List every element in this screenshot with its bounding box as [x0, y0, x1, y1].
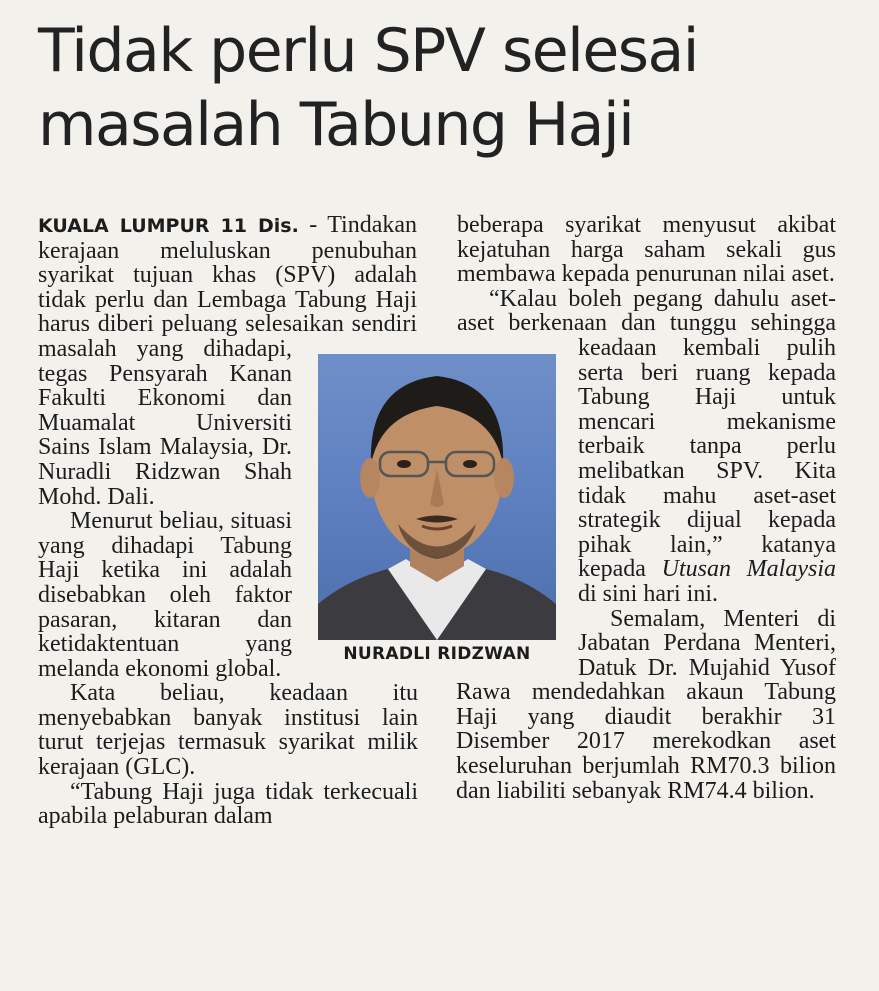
paragraph-6-text-a: “Kalau boleh pegang dahulu aset-aset berkenaan dan tunggu sehingga keadaan kembali pulih serta beri ruang kepada Tabung Haji untuk mencari mekanisme terbaik tanpa perlu melibatkan SPV. Kita tidak mahu aset-aset strategik dijual kepada pihak lain,” katanya kepada [457, 285, 836, 583]
headline [38, 14, 858, 162]
paragraph-6-text-b: di sini hari ini. [578, 580, 718, 607]
paragraph-1-text: - Tindakan kerajaan meluluskan penubuhan syarikat tujuan khas (SPV) adalah tidak perlu dan Lembaga Tabung Haji harus diberi peluang selesaikan sendiri masalah yang dihadapi, tegas Pensyarah Kanan Fakulti Ekonomi dan Muamalat Universiti Sains Islam Malaysia, Dr. Nuradli Ridzwan Shah Mohd. Dali. [38, 212, 417, 510]
paragraph-7: Semalam, Menteri di Jabatan Perdana Menteri, Datuk Dr. Mujahid Yusof Rawa mendedahkan akaun Tabung Haji yang diaudit berakhir 31 Disember 2017 merekodkan aset keseluruhan berjumlah RM70.3 bilion dan liabiliti sebanyak RM74.4 bilion. [456, 605, 836, 804]
dateline: KUALA LUMPUR 11 Dis. [38, 215, 299, 237]
portrait-photo [318, 354, 556, 640]
photo-caption: NURADLI RIDZWAN [343, 644, 531, 664]
paragraph-2: Menurut beliau, situasi yang dihadapi Tabung Haji ketika ini adalah disebabkan oleh faktor pasaran, kitaran dan ketidaktentuan yang melanda ekonomi global. [38, 508, 292, 682]
portrait-illustration [318, 354, 556, 640]
paragraph-4: “Tabung Haji juga tidak terkecuali apabila pelaburan dalam [38, 778, 418, 830]
photo-wrap-offset [417, 213, 418, 348]
newspaper-name: Utusan Malaysia [661, 556, 836, 583]
paragraph-3: Kata beliau, keadaan itu menyebabkan banyak institusi lain turut terjejas termasuk syarikat milik kerajaan (GLC). [38, 680, 418, 781]
headline-line-2: masalah Tabung Haji [38, 90, 634, 160]
headline-line-1: Tidak perlu SPV selesai [38, 16, 698, 86]
paragraph-5: beberapa syarikat menyusut akibat kejatuhan harga saham sekali gus membawa kepada penurunan nilai aset. [457, 212, 836, 288]
